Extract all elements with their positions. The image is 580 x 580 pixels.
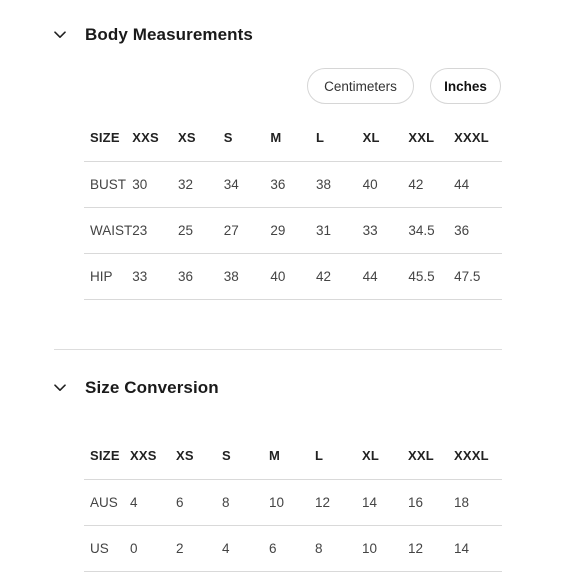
size-conversion-header[interactable] bbox=[52, 378, 219, 398]
table-cell: 25 bbox=[178, 207, 224, 253]
table-cell: 44 bbox=[454, 161, 502, 207]
table-cell: 14 bbox=[362, 479, 408, 525]
table-cell: 29 bbox=[270, 207, 316, 253]
table-header-cell: XXS bbox=[130, 433, 176, 479]
table-header-cell: XXL bbox=[408, 115, 454, 161]
table-header-cell: XL bbox=[363, 115, 409, 161]
table-header-cell: SIZE bbox=[84, 433, 130, 479]
table-cell: 36 bbox=[454, 207, 502, 253]
table-header-cell: M bbox=[270, 115, 316, 161]
table-cell: 0 bbox=[130, 525, 176, 571]
table-cell: 12 bbox=[315, 479, 362, 525]
table-header-cell: XXS bbox=[132, 115, 178, 161]
table-cell: 42 bbox=[408, 161, 454, 207]
table-cell: 44 bbox=[363, 253, 409, 299]
table-cell: 6 bbox=[269, 525, 315, 571]
chevron-down-icon[interactable] bbox=[52, 27, 68, 43]
table-cell: 38 bbox=[316, 161, 363, 207]
table-cell: 33 bbox=[363, 207, 409, 253]
table-cell: 12 bbox=[408, 525, 454, 571]
table-cell: 8 bbox=[222, 479, 269, 525]
table-header-row bbox=[84, 433, 502, 479]
table-header-cell: SIZE bbox=[84, 115, 132, 161]
table-cell: 36 bbox=[178, 253, 224, 299]
table-cell: 32 bbox=[178, 161, 224, 207]
table-header-cell: XL bbox=[362, 433, 408, 479]
table-cell: 42 bbox=[316, 253, 363, 299]
table-cell: 23 bbox=[132, 207, 178, 253]
table-header-cell: XS bbox=[178, 115, 224, 161]
table-header-cell: XXXL bbox=[454, 115, 502, 161]
table-cell: 6 bbox=[176, 479, 222, 525]
table-header-cell: XXL bbox=[408, 433, 454, 479]
table-cell: AUS bbox=[84, 479, 130, 525]
centimeters-button[interactable]: Centimeters bbox=[307, 68, 414, 104]
table-header-cell: XS bbox=[176, 433, 222, 479]
table-cell: 16 bbox=[408, 479, 454, 525]
table-row bbox=[84, 253, 502, 299]
section-divider bbox=[54, 349, 502, 350]
table-row bbox=[84, 207, 502, 253]
size-conversion-table bbox=[84, 433, 502, 572]
table-cell: 31 bbox=[316, 207, 363, 253]
table-cell: 18 bbox=[454, 479, 502, 525]
table-cell: 27 bbox=[224, 207, 271, 253]
table-cell: 33 bbox=[132, 253, 178, 299]
table-cell: 4 bbox=[222, 525, 269, 571]
table-cell: 34.5 bbox=[408, 207, 454, 253]
table-cell: 10 bbox=[362, 525, 408, 571]
table-header-row bbox=[84, 115, 502, 161]
table-cell: 30 bbox=[132, 161, 178, 207]
unit-toggle bbox=[307, 68, 501, 104]
table-cell: 10 bbox=[269, 479, 315, 525]
table-header-cell: L bbox=[315, 433, 362, 479]
table-row bbox=[84, 525, 502, 571]
body-measurements-table bbox=[84, 115, 502, 300]
table-cell: 36 bbox=[270, 161, 316, 207]
table-header-cell: S bbox=[222, 433, 269, 479]
table-cell: 14 bbox=[454, 525, 502, 571]
table-header-cell: M bbox=[269, 433, 315, 479]
table-cell: HIP bbox=[84, 253, 132, 299]
table-cell: 2 bbox=[176, 525, 222, 571]
table-cell: 4 bbox=[130, 479, 176, 525]
section-title: Size Conversion bbox=[85, 378, 219, 397]
table-cell: 38 bbox=[224, 253, 271, 299]
table-row bbox=[84, 479, 502, 525]
table-cell: US bbox=[84, 525, 130, 571]
table-header-cell: XXXL bbox=[454, 433, 502, 479]
table-cell: WAIST bbox=[84, 207, 132, 253]
table-cell: BUST bbox=[84, 161, 132, 207]
table-cell: 45.5 bbox=[408, 253, 454, 299]
table-cell: 34 bbox=[224, 161, 271, 207]
section-title: Body Measurements bbox=[85, 25, 253, 44]
table-header-cell: L bbox=[316, 115, 363, 161]
table-header-cell: S bbox=[224, 115, 271, 161]
table-row bbox=[84, 161, 502, 207]
chevron-down-icon[interactable] bbox=[52, 380, 68, 396]
table-cell: 40 bbox=[363, 161, 409, 207]
inches-button[interactable]: Inches bbox=[430, 68, 501, 104]
table-cell: 47.5 bbox=[454, 253, 502, 299]
body-measurements-header[interactable] bbox=[52, 25, 253, 45]
table-cell: 8 bbox=[315, 525, 362, 571]
table-cell: 40 bbox=[270, 253, 316, 299]
